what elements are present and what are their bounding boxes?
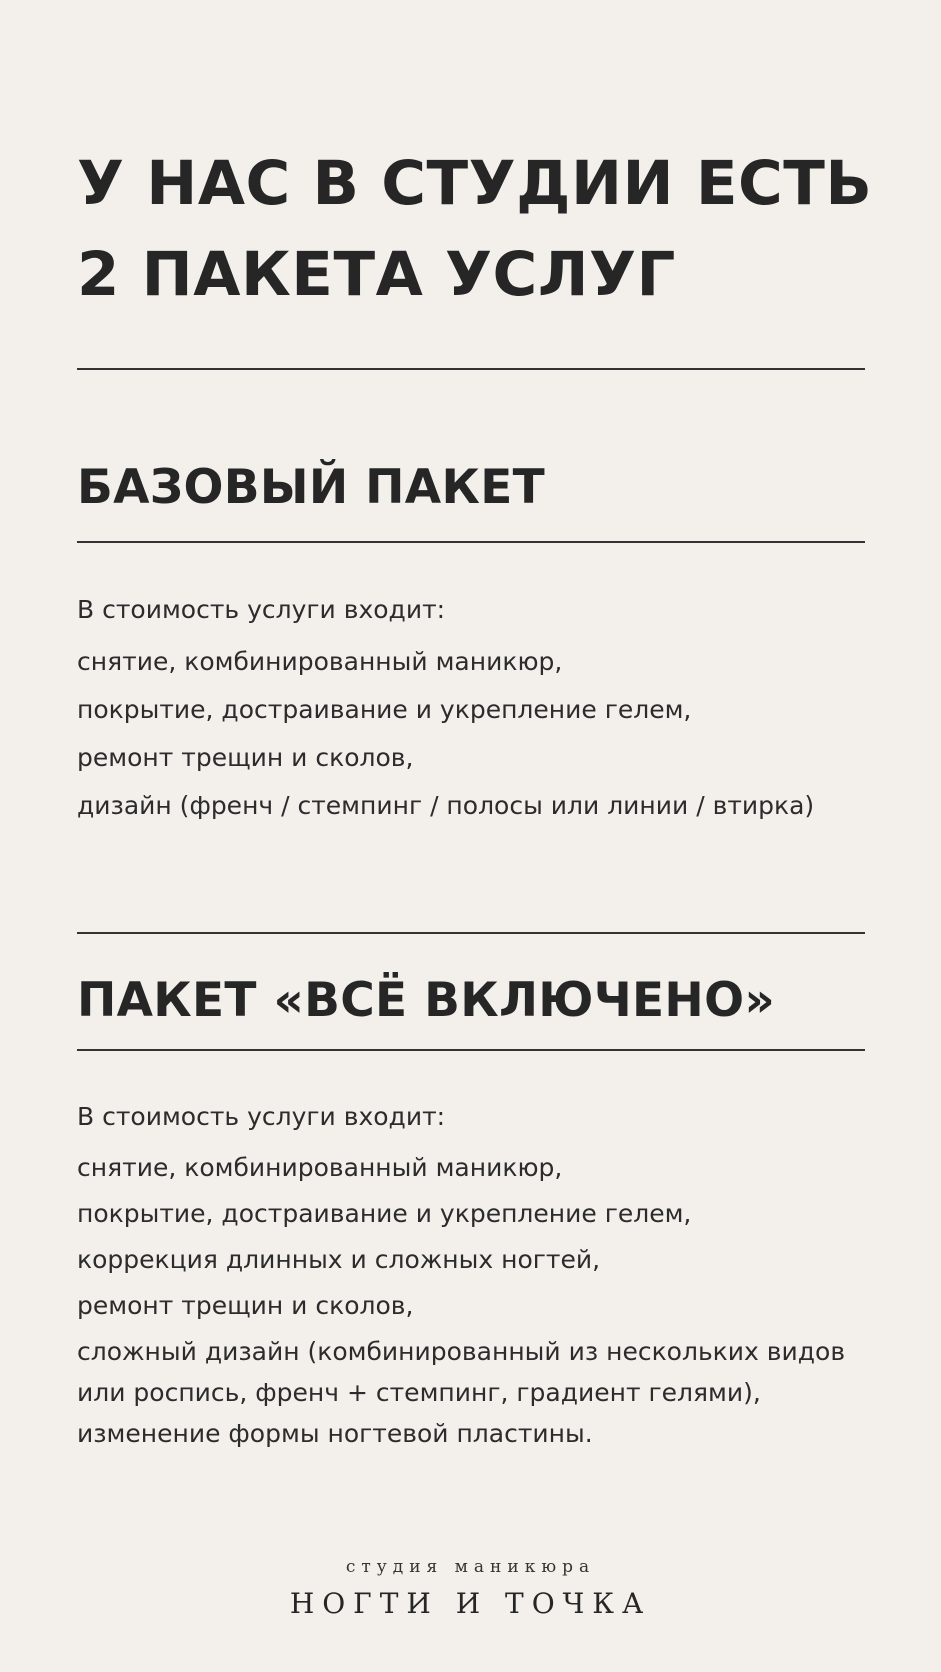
- list-item: или роспись, френч + стемпинг, градиент гелями),: [77, 1378, 761, 1407]
- headline-line-2: 2 ПАКЕТА УСЛУГ: [77, 239, 676, 310]
- studio-brand-name: НОГТИ И ТОЧКА: [289, 1587, 652, 1620]
- all-inclusive-package-items: [77, 1145, 877, 1457]
- basic-package-title: БАЗОВЫЙ ПАКЕТ: [77, 460, 545, 515]
- list-item: коррекция длинных и сложных ногтей,: [77, 1245, 601, 1274]
- all-inclusive-package-intro: В стоимость услуги входит:: [77, 1102, 446, 1131]
- all-inclusive-package-description: [77, 1089, 877, 1457]
- headline-line-1: У НАС В СТУДИИ ЕСТЬ: [77, 148, 873, 219]
- list-item: снятие, комбинированный маникюр,: [77, 647, 563, 676]
- list-item: ремонт трещин и сколов,: [77, 1291, 414, 1320]
- list-item: покрытие, достраивание и укрепление гелем,: [77, 695, 692, 724]
- basic-package-intro: В стоимость услуги входит:: [77, 595, 446, 624]
- list-item: ремонт трещин и сколов,: [77, 743, 414, 772]
- basic-package-description: [77, 582, 877, 830]
- divider-all-inclusive-title: [77, 1049, 865, 1051]
- studio-subtitle: студия маникюра: [345, 1557, 596, 1577]
- page-headline: [77, 138, 877, 320]
- basic-package-items: [77, 638, 877, 830]
- divider-basic-title: [77, 541, 865, 543]
- divider-top: [77, 368, 865, 370]
- list-item: сложный дизайн (комбинированный из нескольких видов: [77, 1337, 846, 1366]
- all-inclusive-package-title: ПАКЕТ «ВСЁ ВКЛЮЧЕНО»: [77, 973, 775, 1028]
- list-item: дизайн (френч / стемпинг / полосы или линии / втирка): [77, 791, 815, 820]
- list-item: изменение формы ногтевой пластины.: [77, 1419, 593, 1448]
- divider-before-all-inclusive: [77, 932, 865, 934]
- list-item: снятие, комбинированный маникюр,: [77, 1153, 563, 1182]
- list-item: покрытие, достраивание и укрепление гелем,: [77, 1199, 692, 1228]
